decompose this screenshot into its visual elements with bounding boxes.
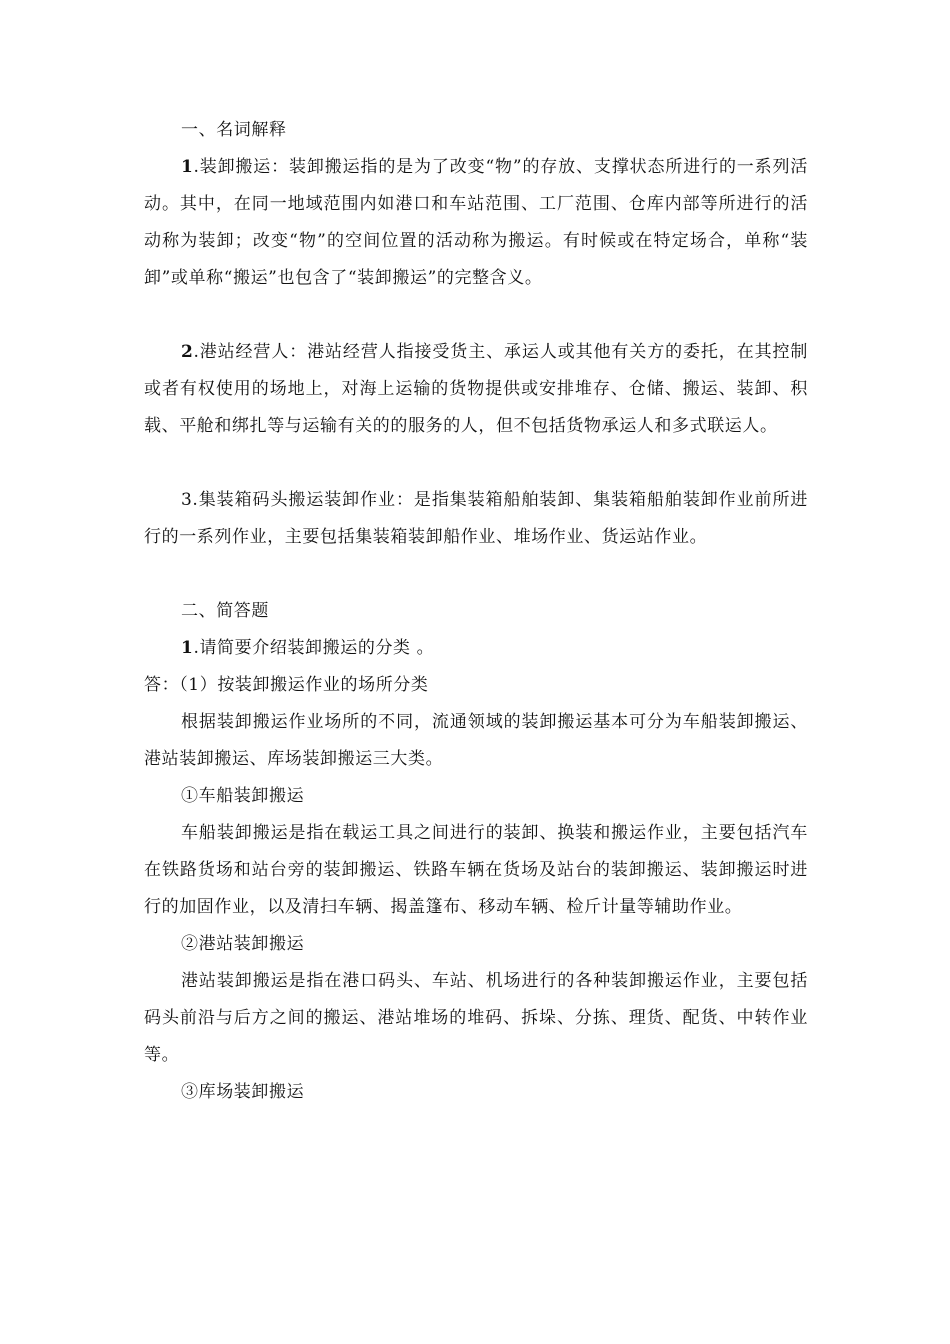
- subparagraph-1: 车船装卸搬运是指在载运工具之间进行的装卸、换装和搬运作业，主要包括汽车在铁路货场和站台旁的装卸搬运、铁路车辆在货场及站台的装卸搬运、装卸搬运时进行的加固作业，以及清扫车辆、揭盖篷布、移动车辆、检斤计量等辅助作业。: [144, 823, 808, 917]
- term-1-number: 1: [181, 157, 194, 177]
- section2-heading: 二、简答题: [181, 601, 269, 621]
- question-1-text: .请简要介绍装卸搬运的分类 。: [193, 638, 435, 658]
- subparagraph-2: 港站装卸搬运是指在港口码头、车站、机场进行的各种装卸搬运作业，主要包括码头前沿与后方之间的搬运、港站堆场的堆码、拆垛、分拣、理货、配货、中转作业等。: [144, 971, 808, 1065]
- question-1: [144, 630, 808, 667]
- spacer: [144, 297, 808, 334]
- term-2: [144, 334, 808, 445]
- answer-intro: 答：（1）按装卸搬运作业的场所分类: [144, 675, 429, 695]
- subheading-3: ③库场装卸搬运: [181, 1082, 305, 1102]
- term-2-text: .港站经营人：港站经营人指接受货主、承运人或其他有关方的委托，在其控制或者有权使用的场地上，对海上运输的货物提供或安排堆存、仓储、搬运、装卸、积载、平舱和绑扎等与运输有关的的服务的人，但不包括货物承运人和多式联运人。: [144, 342, 808, 436]
- term-3: [144, 482, 808, 556]
- term-3-number: 3: [181, 490, 193, 510]
- term-2-number: 2: [181, 342, 194, 362]
- term-3-text: .集装箱码头搬运装卸作业：是指集装箱船舶装卸、集装箱船舶装卸作业前所进行的一系列作业，主要包括集装箱装卸船作业、堆场作业、货运站作业。: [144, 490, 808, 547]
- document-page: [144, 112, 808, 1111]
- spacer: [144, 556, 808, 593]
- term-1-text: .装卸搬运：装卸搬运指的是为了改变“物”的存放、支撑状态所进行的一系列活动。其中，在同一地域范围内如港口和车站范围、工厂范围、仓库内部等所进行的活动称为装卸；改变“物”的空间位置的活动称为搬运。有时候或在特定场合，单称“装卸”或单称“搬运”也包含了“装卸搬运”的完整含义。: [144, 157, 808, 288]
- question-1-number: 1: [181, 638, 194, 658]
- term-1: [144, 149, 808, 297]
- subheading-1: ①车船装卸搬运: [181, 786, 305, 806]
- answer-paragraph-1: 根据装卸搬运作业场所的不同，流通领域的装卸搬运基本可分为车船装卸搬运、港站装卸搬运、库场装卸搬运三大类。: [144, 712, 808, 769]
- subheading-2: ②港站装卸搬运: [181, 934, 305, 954]
- spacer: [144, 445, 808, 482]
- section1-heading: 一、名词解释: [181, 120, 287, 140]
